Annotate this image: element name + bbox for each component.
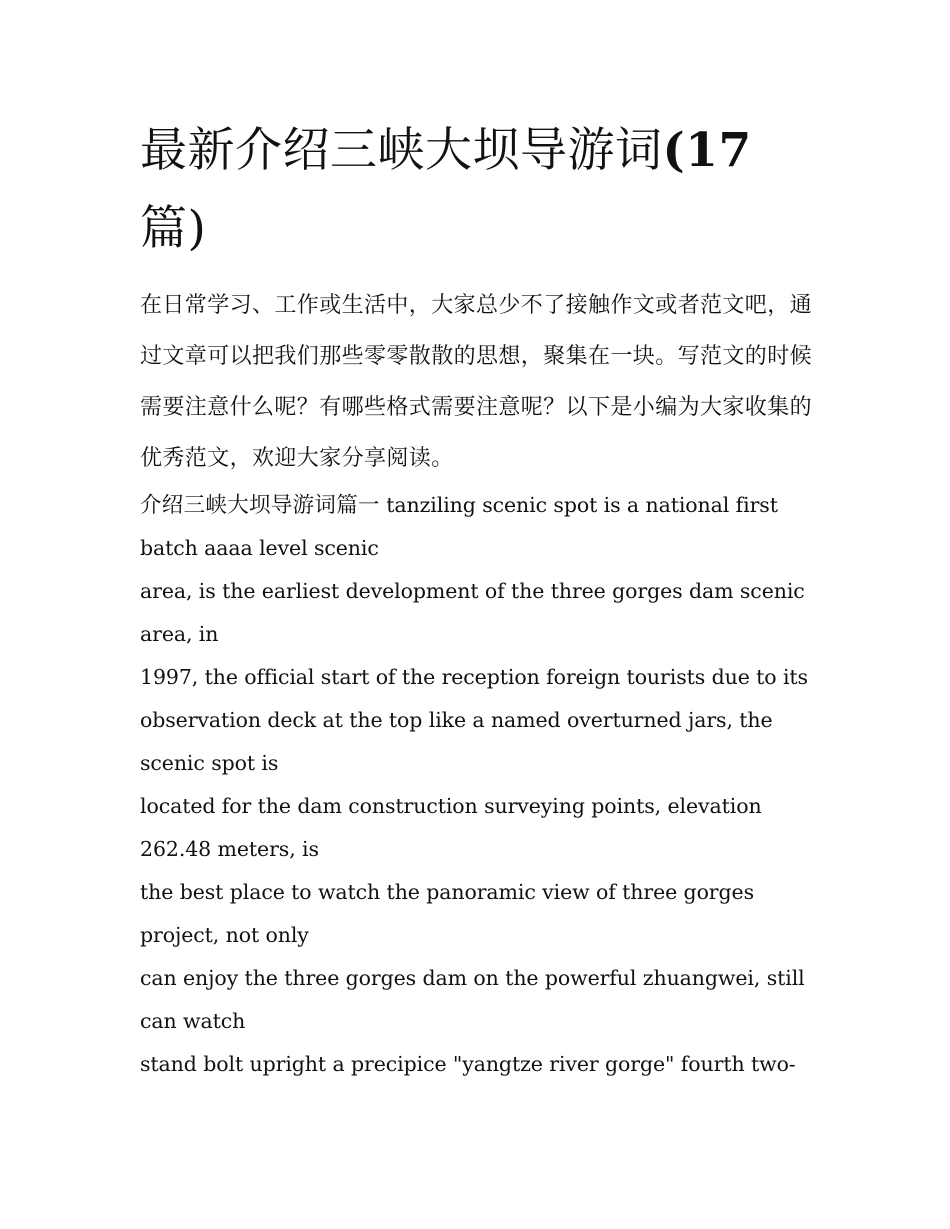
body-line: the best place to watch the panoramic view of three gorges	[140, 880, 754, 904]
body-line: can watch	[140, 1009, 246, 1033]
title-main: 最新介绍三峡大坝导游词	[140, 123, 663, 178]
body-line: scenic spot is	[140, 751, 279, 775]
body-line	[140, 484, 820, 527]
section-heading: 介绍三峡大坝导游词篇一	[140, 493, 380, 518]
body-line: project, not only	[140, 923, 309, 947]
body-line: 262.48 meters, is	[140, 837, 319, 861]
body-line: stand bolt upright a precipice "yangtze river gorge" fourth two-	[140, 1052, 796, 1076]
body-line: area, is the earliest development of the three gorges dam scenic	[140, 579, 805, 603]
body-line: 1997, the official start of the reception foreign tourists due to its	[140, 665, 808, 689]
body-line: located for the dam construction surveying points, elevation	[140, 794, 762, 818]
intro-paragraph: 在日常学习、工作或生活中，大家总少不了接触作文或者范文吧，通过文章可以把我们那些零零散散的思想，聚集在一块。写范文的时候需要注意什么呢？有哪些格式需要注意呢？以下是小编为大家收集的优秀范文，欢迎大家分享阅读。	[140, 293, 813, 471]
title-tail: 篇)	[140, 201, 207, 256]
body-paragraph	[140, 484, 820, 1086]
title-count: (17	[662, 123, 752, 178]
document-title	[140, 112, 820, 268]
body-line-text: tanziling scenic spot is a national first	[386, 493, 778, 517]
body-line: batch aaaa level scenic	[140, 536, 379, 560]
body-line: area, in	[140, 622, 219, 646]
body-line: can enjoy the three gorges dam on the powerful zhuangwei, still	[140, 966, 805, 990]
body-line: observation deck at the top like a named overturned jars, the	[140, 708, 773, 732]
document-content	[140, 112, 820, 1086]
